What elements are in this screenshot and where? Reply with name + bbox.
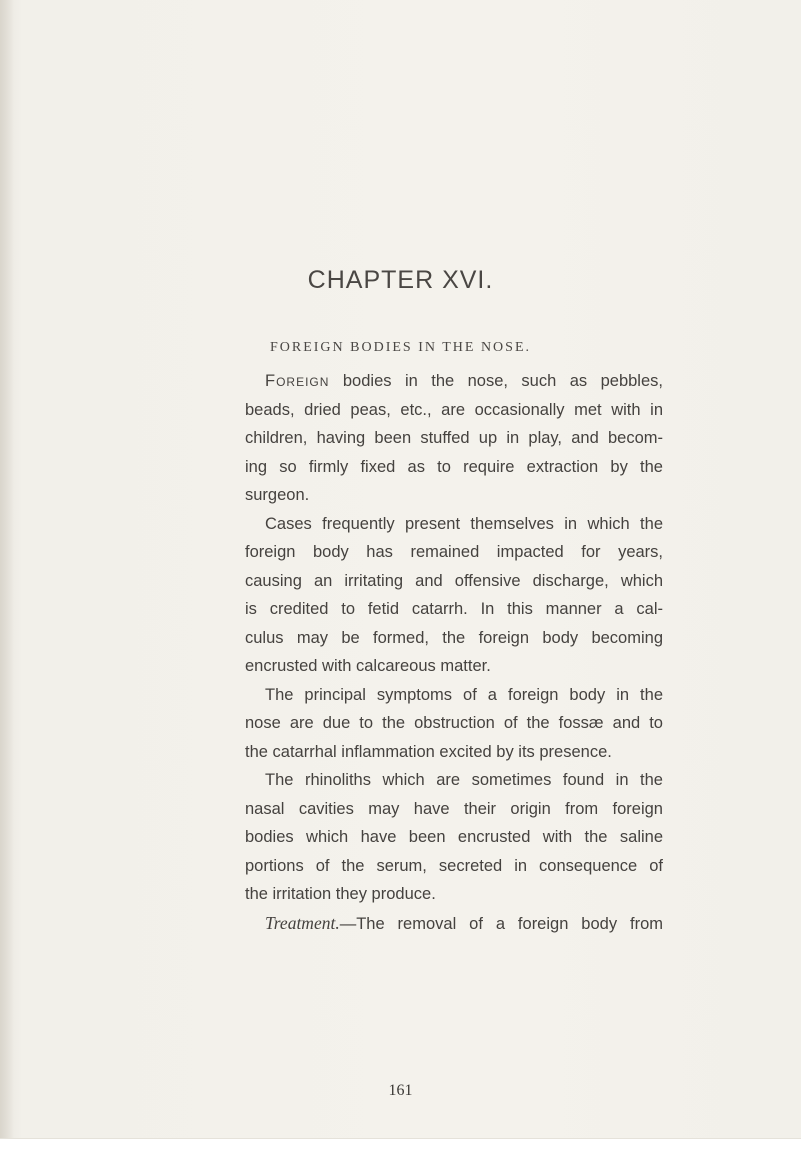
text-line: encrusted with calcareous matter. [245, 657, 491, 675]
text-line: surgeon. [245, 486, 310, 504]
text-line: the catarrhal inflammation excited by its presence. [245, 742, 612, 761]
text-line: foreign body has remained impacted for years, [245, 543, 663, 561]
text-line: portions of the serum, secreted in consequence of [245, 856, 663, 875]
page-number: 161 [388, 1082, 413, 1099]
text-line: the irritation they produce. [245, 885, 436, 903]
text-line: nasal cavities may have their origin from foreign [245, 799, 663, 818]
page-bottom-edge [0, 1138, 801, 1149]
gutter-shadow [0, 0, 14, 1149]
text-line [245, 909, 663, 939]
text-line: Cases frequently present themselves in which the [265, 514, 663, 533]
lead-word: Foreign [265, 372, 330, 390]
paragraph [245, 510, 663, 681]
text-line: children, having been stuffed up in play, and becom- [245, 429, 663, 447]
text-line: bodies which have been encrusted with the saline [245, 828, 663, 846]
text-line [245, 367, 663, 396]
treatment-heading: Treatment. [265, 912, 340, 933]
text-line: causing an irritating and offensive discharge, which [245, 571, 663, 590]
paragraph [245, 681, 663, 767]
line-text: —The removal of a foreign body from [339, 914, 663, 933]
text-line: is credited to fetid catarrh. In this manner a cal- [245, 600, 663, 618]
chapter-title: CHAPTER XVI. [307, 266, 494, 294]
text-line: The rhinoliths which are sometimes found in the [265, 771, 663, 789]
paragraph [245, 367, 663, 510]
text-line: nose are due to the obstruction of the fossæ and to [245, 714, 663, 732]
line-text: bodies in the nose, such as pebbles, [329, 372, 663, 390]
text-line: ing so firmly fixed as to require extraction by the [245, 457, 663, 476]
text-line: culus may be formed, the foreign body becoming [245, 628, 663, 647]
text-line: The principal symptoms of a foreign body in the [265, 685, 663, 704]
paragraph [245, 766, 663, 909]
section-title: FOREIGN BODIES IN THE NOSE. [269, 340, 532, 355]
body-text [245, 367, 663, 938]
paragraph [245, 909, 663, 939]
text-line: beads, dried peas, etc., are occasionally met with in [245, 400, 663, 419]
